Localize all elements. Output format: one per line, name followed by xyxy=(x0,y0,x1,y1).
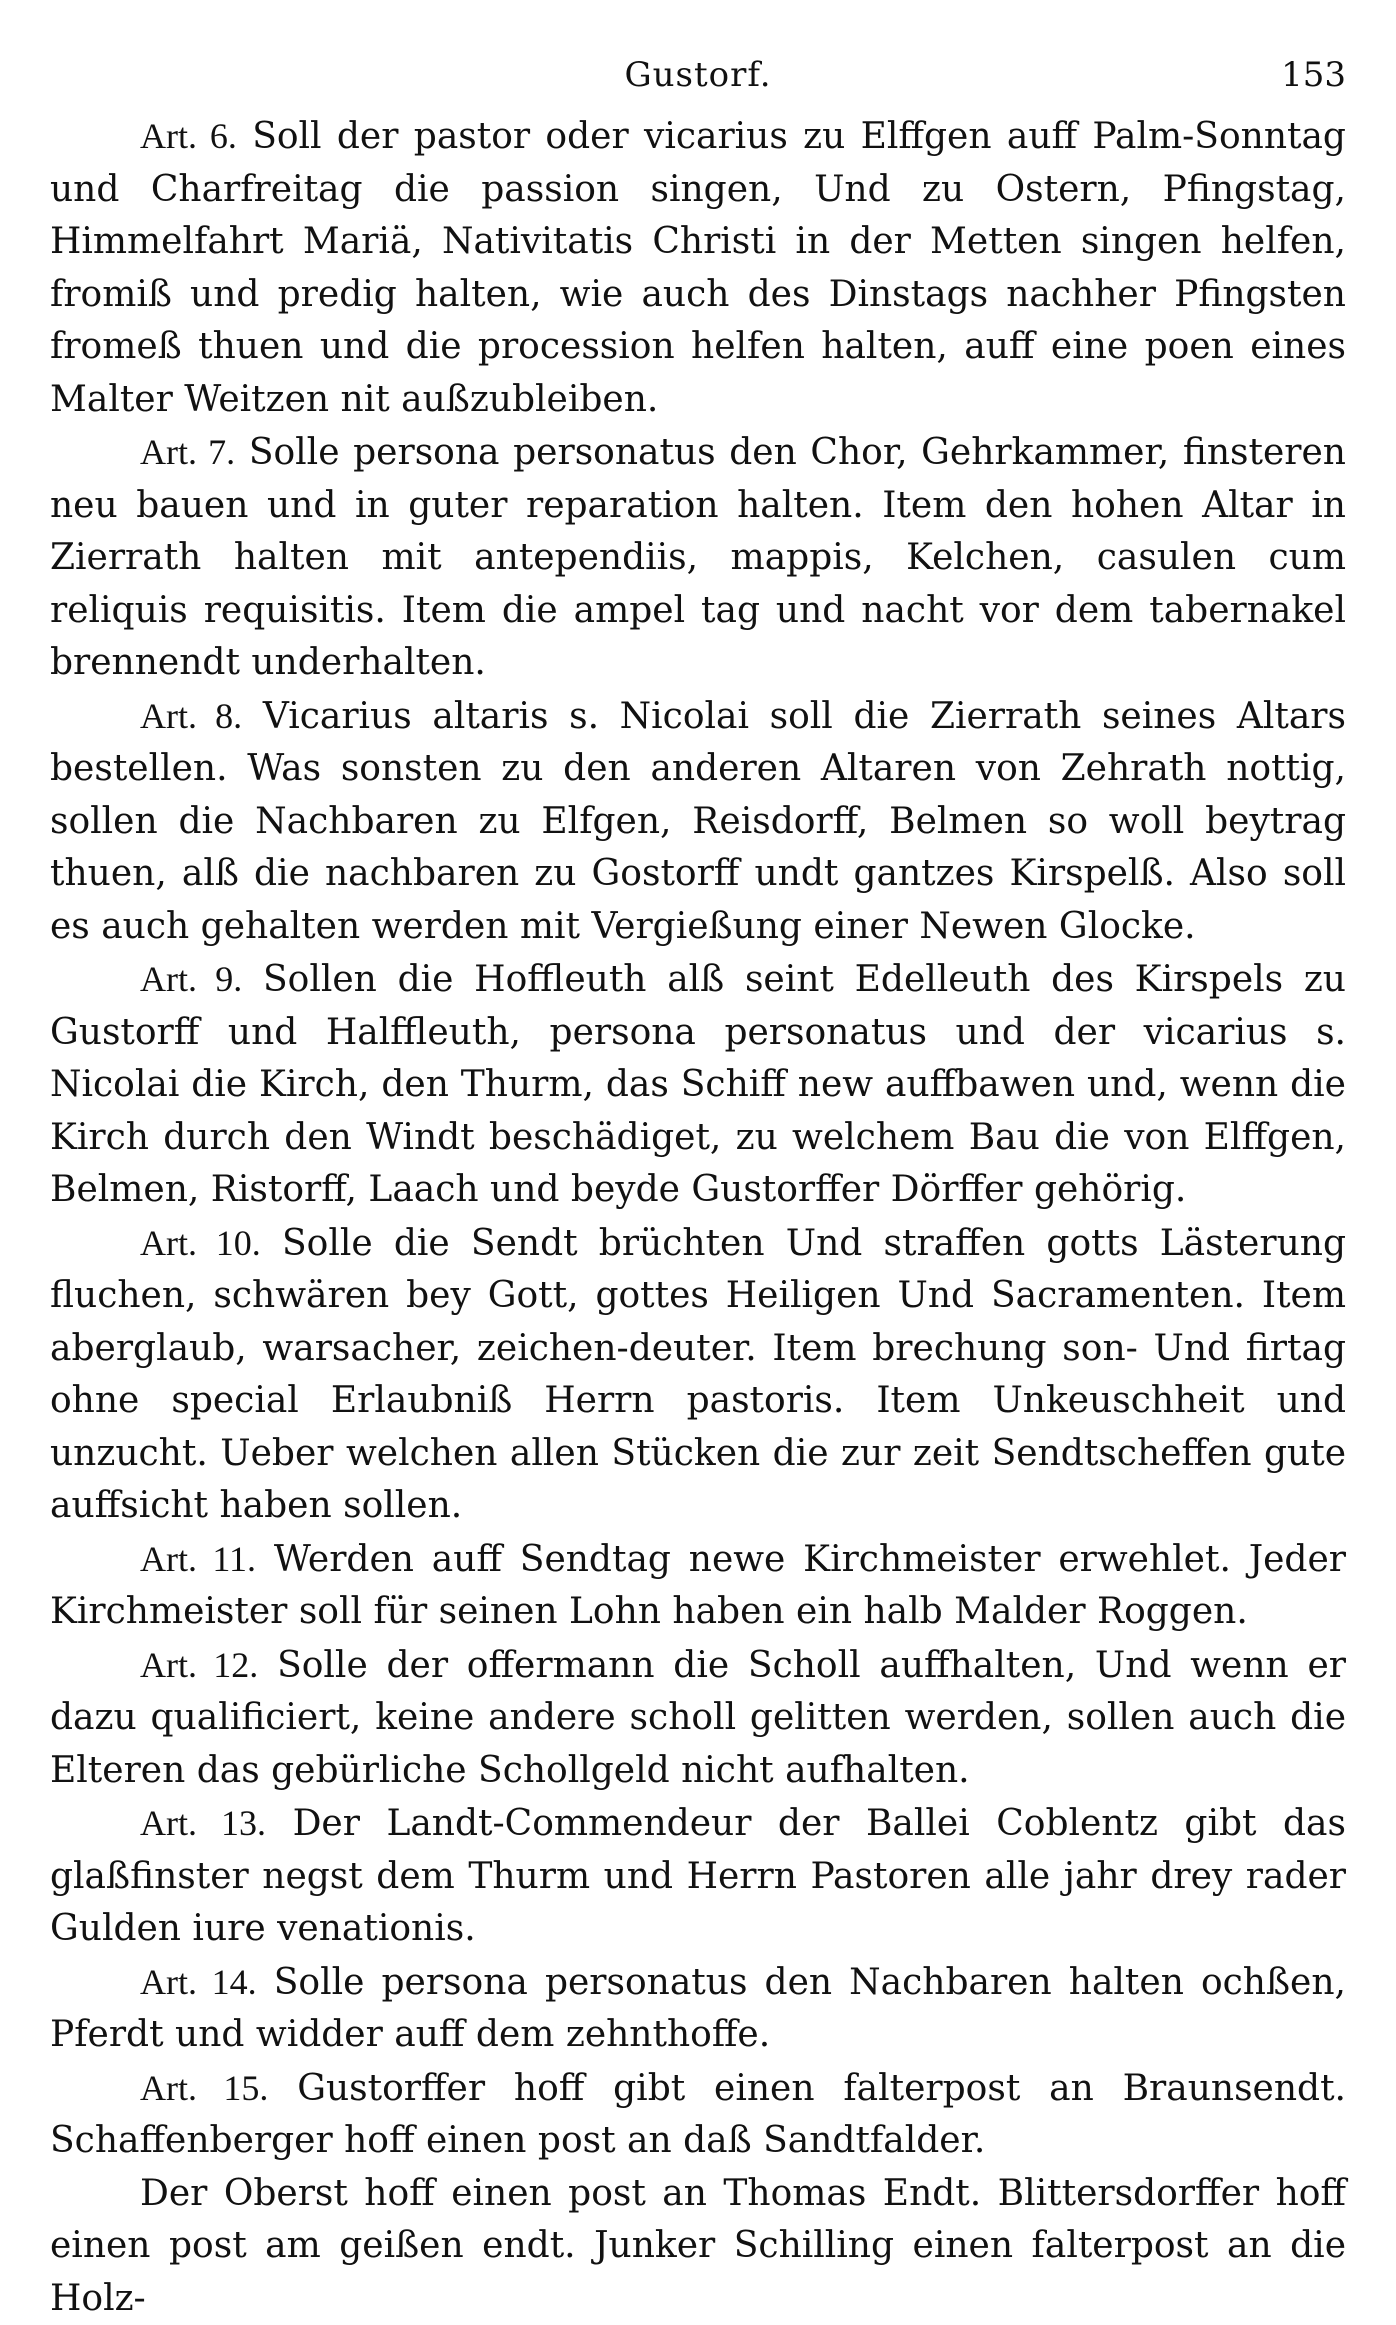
document-page xyxy=(50,40,1346,2270)
article-label: Art. 11. xyxy=(140,1539,256,1579)
article-label: Art. 13. xyxy=(140,1803,266,1843)
article-9 xyxy=(50,953,1346,1217)
article-text: Der Landt-Commendeur der Ballei Coblentz gibt das glaßfinster negst dem Thurm und Herrn Pastoren alle jahr drey rader Gulden iure venationis. xyxy=(50,1803,1346,1949)
article-7 xyxy=(50,426,1346,690)
article-text: Solle persona personatus den Chor, Gehrkammer, finsteren neu bauen und in guter reparation halten. Item den hohen Altar in Zierrath halten mit antependiis, mappis, Kelchen, casulen cum reliquis requisitis. Item die ampel tag und nacht vor dem tabernakel brennendt underhalten. xyxy=(50,432,1346,683)
article-text: Solle persona personatus den Nachbaren halten ochßen, Pferdt und widder auff dem zehnthoffe. xyxy=(50,1962,1346,2056)
running-title: Gustorf. xyxy=(50,40,1346,110)
article-label: Art. 9. xyxy=(140,959,242,999)
continuation-paragraph xyxy=(50,2168,1346,2325)
article-text: Soll der pastor oder vicarius zu Elffgen auff Palm-Sonntag und Charfreitag die passion singen, Und zu Ostern, Pfingstag, Himmelfahrt Mariä, Nativitatis Christi in der Metten singen helfen, fromiß und predig halten, wie auch des Dinstags nachher Pfingsten fromeß thuen und die procession helfen halten, auff eine poen eines Malter Weitzen nit außzubleiben. xyxy=(50,116,1346,420)
article-8 xyxy=(50,690,1346,954)
article-12 xyxy=(50,1639,1346,1798)
article-label: Art. 15. xyxy=(140,2068,268,2108)
article-10 xyxy=(50,1217,1346,1533)
article-14 xyxy=(50,1956,1346,2062)
article-label: Art. 6. xyxy=(140,116,237,156)
page-header xyxy=(50,40,1346,110)
article-text: Werden auff Sendtag newe Kirchmeister erwehlet. Jeder Kirchmeister soll für seinen Lohn haben ein halb Malder Roggen. xyxy=(50,1539,1346,1633)
article-label: Art. 14. xyxy=(140,1962,257,2002)
article-13 xyxy=(50,1797,1346,1956)
article-text: Solle die Sendt brüchten Und straffen gotts Lästerung fluchen, schwären bey Gott, gottes Heiligen Und Sacramenten. Item aberglaub, warsacher, zeichen-deuter. Item brechung son- Und firtag ohne special Erlaubniß Herrn pastoris. Item Unkeuschheit und unzucht. Ueber welchen allen Stücken die zur zeit Sendtscheffen gute auffsicht haben sollen. xyxy=(50,1223,1346,1527)
article-text: Vicarius altaris s. Nicolai soll die Zierrath seines Altars bestellen. Was sonsten zu den anderen Altaren von Zehrath nottig, sollen die Nachbaren zu Elfgen, Reisdorff, Belmen so woll beytrag thuen, alß die nachbaren zu Gostorff undt gantzes Kirspelß. Also soll es auch gehalten werden mit Vergießung einer Newen Glocke. xyxy=(50,696,1346,947)
article-label: Art. 8. xyxy=(140,696,242,736)
body-text xyxy=(50,110,1346,2325)
article-text: Sollen die Hoffleuth alß seint Edelleuth des Kirspels zu Gustorff und Halffleuth, persona personatus und der vicarius s. Nicolai die Kirch, den Thurm, das Schiff new auffbawen und, wenn die Kirch durch den Windt beschädiget, zu welchem Bau die von Elffgen, Belmen, Ristorff, Laach und beyde Gustorffer Dörffer gehörig. xyxy=(50,959,1346,1210)
article-11 xyxy=(50,1533,1346,1639)
article-label: Art. 7. xyxy=(140,432,235,472)
article-text: Solle der offermann die Scholl auffhalten, Und wenn er dazu qualificiert, keine andere scholl gelitten werden, sollen auch die Elteren das gebürliche Schollgeld nicht aufhalten. xyxy=(50,1645,1346,1791)
paragraph-text: Der Oberst hoff einen post an Thomas Endt. Blittersdorffer hoff einen post am geißen endt. Junker Schilling einen falterpost an die Holz- xyxy=(50,2173,1346,2319)
article-15 xyxy=(50,2062,1346,2168)
article-text: Gustorffer hoff gibt einen falterpost an Braunsendt. Schaffenberger hoff einen post an daß Sandtfalder. xyxy=(50,2068,1346,2162)
article-label: Art. 12. xyxy=(140,1645,258,1685)
article-label: Art. 10. xyxy=(140,1223,261,1263)
article-6 xyxy=(50,110,1346,426)
page-number: 153 xyxy=(1281,40,1346,110)
